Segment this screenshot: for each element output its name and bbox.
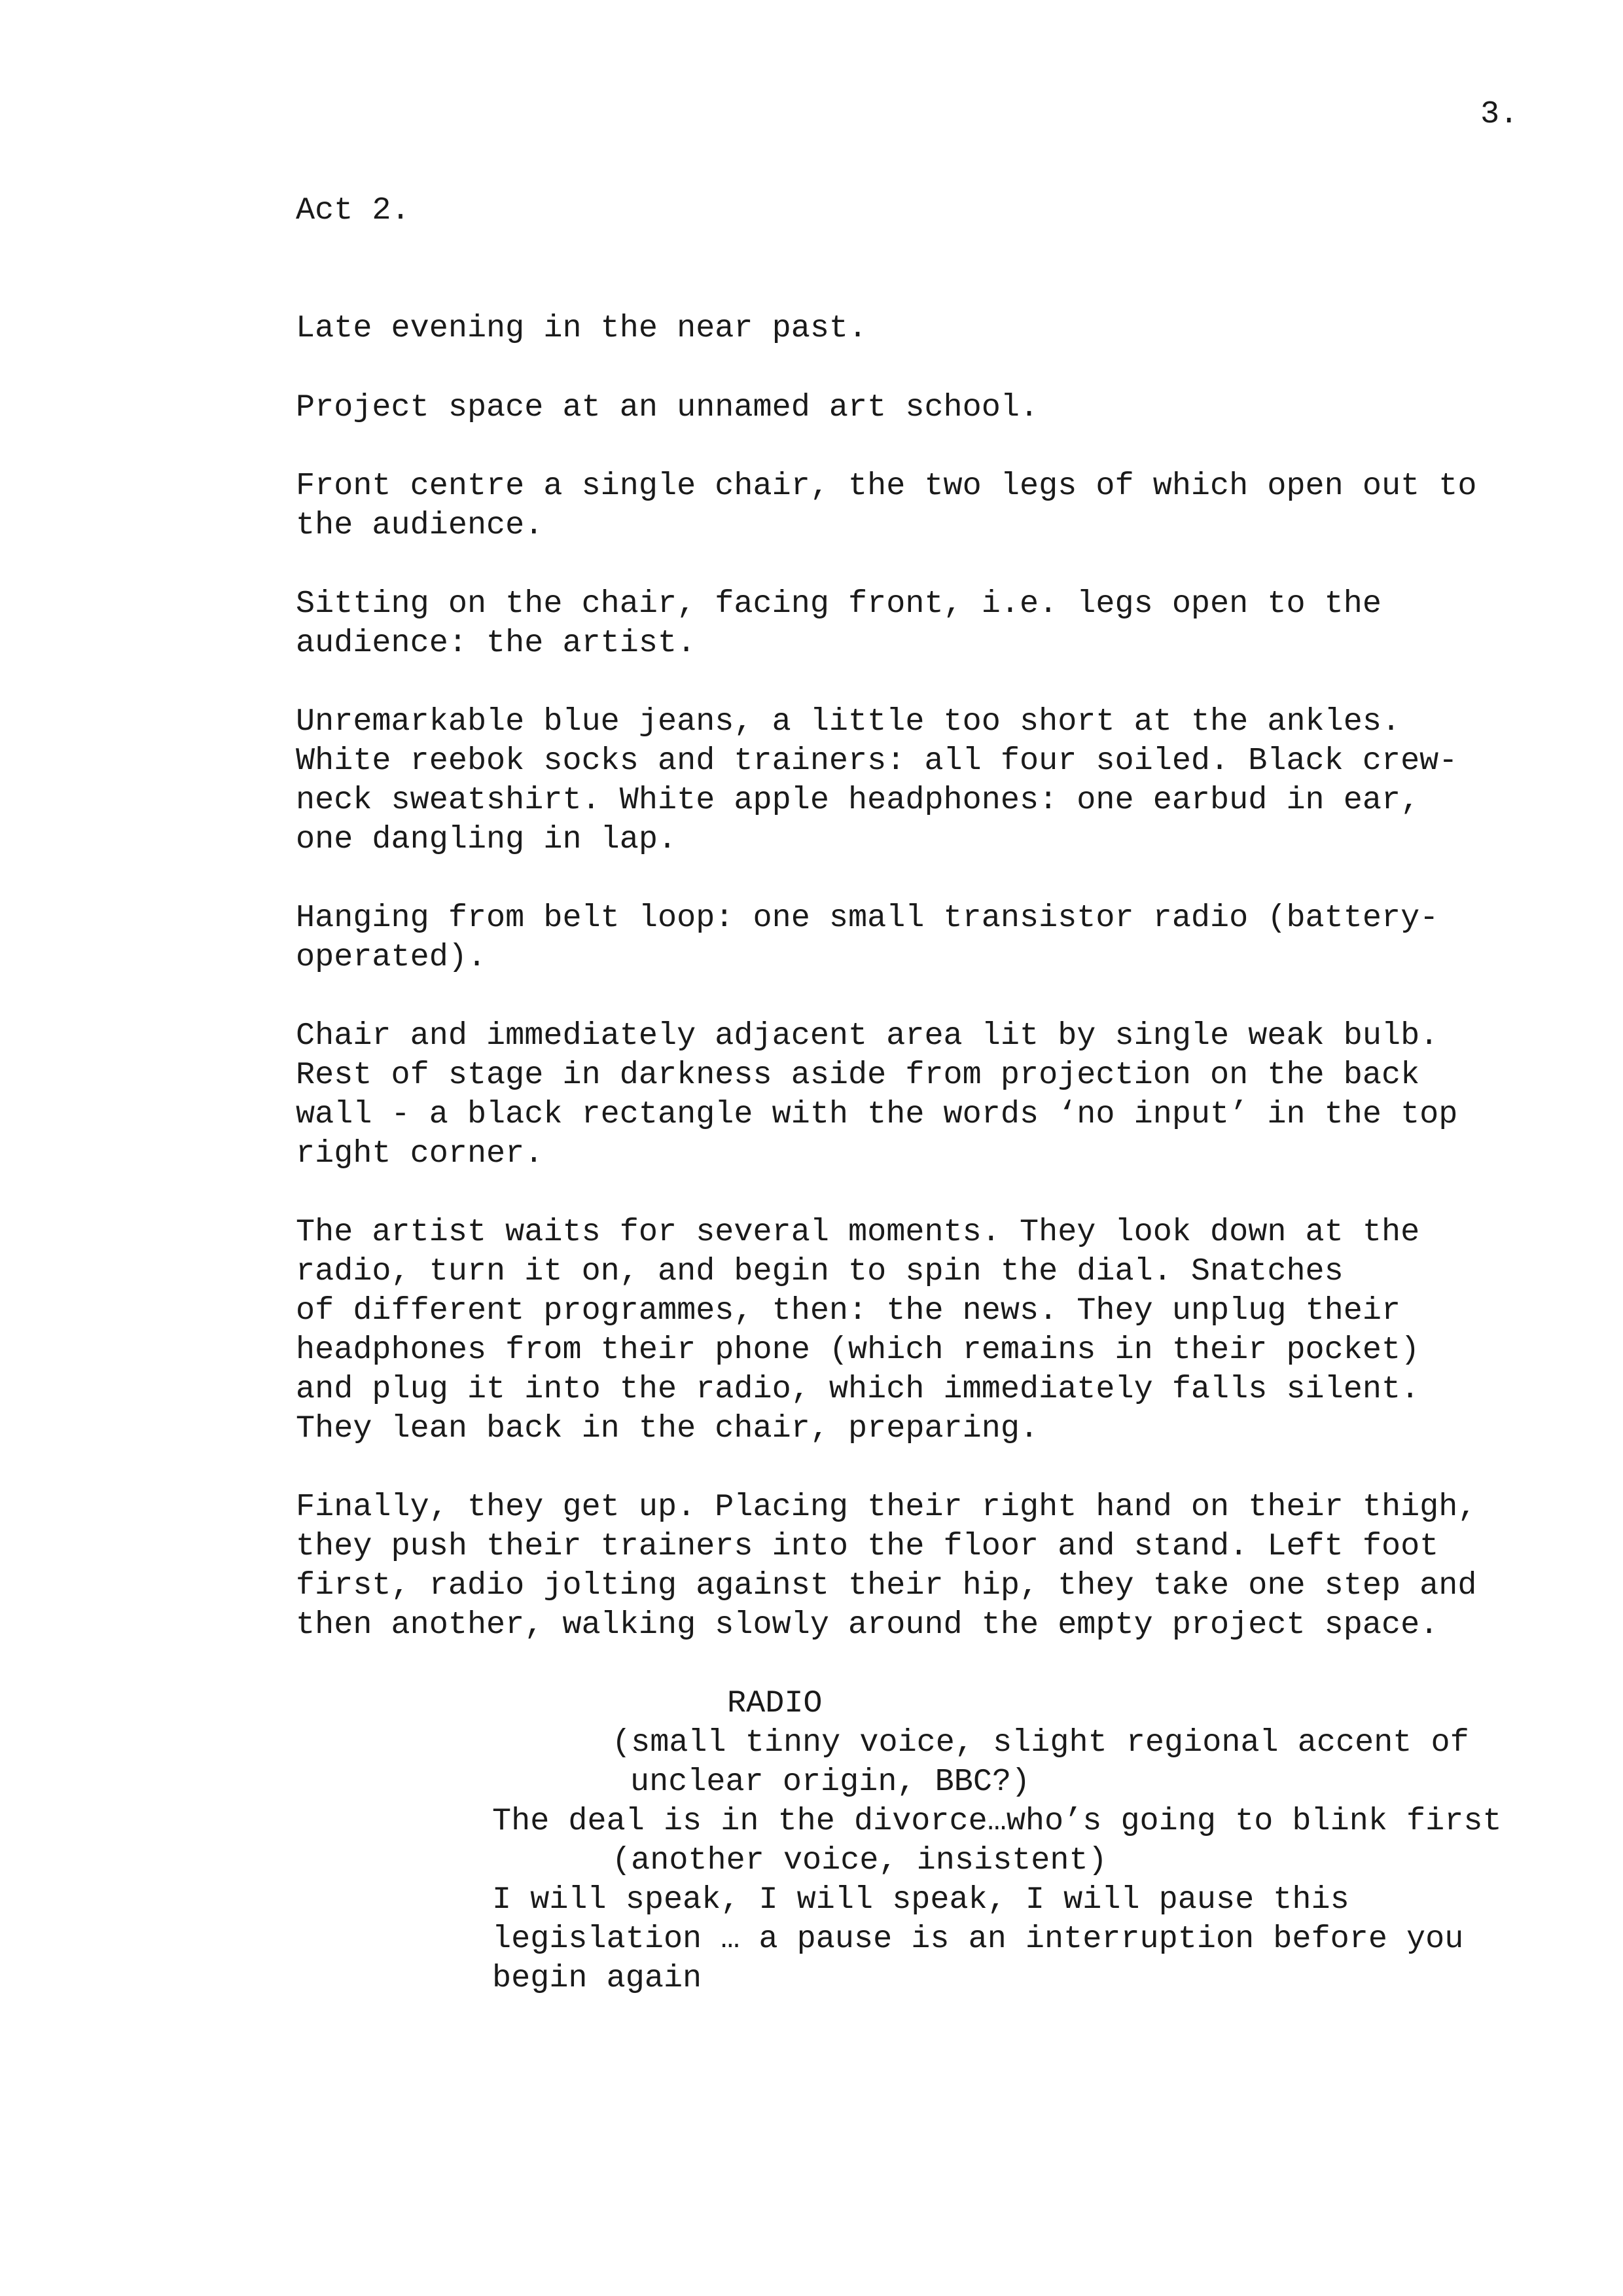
action-line: Finally, they get up. Placing their right hand on their thigh, [296,1489,1477,1525]
parenthetical: (another voice, insistent) [612,1842,1107,1878]
action-line: The artist waits for several moments. They look down at the [296,1214,1420,1250]
action-line: they push their trainers into the floor and stand. Left foot [296,1528,1439,1564]
page-number: 3. [1480,96,1519,132]
action-line: radio, turn it on, and begin to spin the dial. Snatches [296,1253,1344,1289]
dialogue-line: legislation … a pause is an interruption before you [492,1921,1464,1957]
action-line: Late evening in the near past. [296,310,868,346]
action-line: one dangling in lap. [296,821,677,857]
dialogue-line: The deal is in the divorce…who’s going to blink first [492,1803,1502,1839]
action-line: neck sweatshirt. White apple headphones: one earbud in ear, [296,782,1420,818]
action-line: Hanging from belt loop: one small transistor radio (battery- [296,900,1439,936]
action-paragraph-6 [296,899,1539,977]
action-line: Sitting on the chair, facing front, i.e. legs open to the [296,586,1382,622]
action-line: the audience. [296,507,544,543]
action-line: operated). [296,939,487,975]
parenthetical: unclear origin, BBC?) [630,1764,1031,1800]
action-line: Rest of stage in darkness aside from projection on the back [296,1057,1420,1093]
action-paragraph-8 [296,1213,1539,1448]
action-paragraph-7 [296,1016,1539,1174]
action-line: of different programmes, then: the news. They unplug their [296,1293,1401,1329]
action-line: Project space at an unnamed art school. [296,389,1039,425]
dialogue-line: I will speak, I will speak, I will pause this [492,1882,1349,1918]
action-paragraph-1 [296,309,1539,348]
action-paragraph-2 [296,388,1539,427]
action-line: They lean back in the chair, preparing. [296,1410,1039,1446]
parenthetical: (small tinny voice, slight regional accent of [612,1725,1469,1761]
action-line: White reebok socks and trainers: all four soiled. Black crew- [296,743,1458,779]
action-line: audience: the artist. [296,625,696,661]
action-line: Chair and immediately adjacent area lit by single weak bulb. [296,1018,1439,1054]
action-line: headphones from their phone (which remains in their pocket) [296,1332,1420,1368]
action-line: right corner. [296,1136,544,1172]
action-paragraph-5 [296,702,1539,859]
action-line: and plug it into the radio, which immediately falls silent. [296,1371,1420,1407]
act-heading: Act 2. [296,192,410,228]
action-line: wall - a black rectangle with the words ‘no input’ in the top [296,1096,1458,1132]
action-line: Unremarkable blue jeans, a little too short at the ankles. [296,704,1401,740]
action-line: then another, walking slowly around the empty project space. [296,1607,1439,1643]
character-name: RADIO [727,1685,823,1721]
action-paragraph-9 [296,1488,1539,1645]
action-paragraph-3 [296,467,1539,545]
action-line: Front centre a single chair, the two legs of which open out to [296,468,1477,504]
action-line: first, radio jolting against their hip, they take one step and [296,1568,1477,1604]
action-paragraph-4 [296,584,1539,663]
dialogue-line: begin again [492,1960,702,1996]
